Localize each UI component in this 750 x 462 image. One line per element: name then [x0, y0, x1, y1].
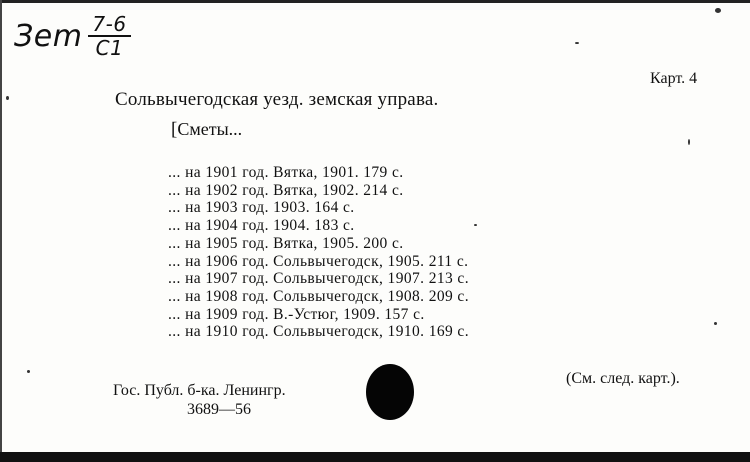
scan-speck: [575, 42, 579, 44]
list-item: ... на 1909 год. В.-Устюг, 1909. 157 с.: [168, 305, 425, 323]
entry-list: [168, 164, 469, 341]
shelf-mark-prefix: Зem: [14, 18, 83, 54]
card-top-edge: [0, 0, 750, 3]
subheading-bracket: [: [171, 119, 178, 140]
library-stamp: [113, 381, 286, 419]
card-left-edge: [0, 0, 2, 452]
shelf-mark-numerator: 7-6: [88, 14, 130, 37]
card-subheading: [171, 119, 242, 141]
scan-speck: [715, 8, 721, 13]
list-item: ... на 1904 год. 1904. 183 с.: [168, 217, 355, 235]
scan-speck: [474, 224, 477, 226]
list-item: ... на 1907 год. Сольвычегодск, 1907. 213 с.: [168, 270, 469, 288]
see-next-card-note: (См. след. карт.).: [566, 370, 680, 387]
card-number: Карт. 4: [650, 70, 698, 87]
scan-speck: [27, 370, 30, 373]
scan-speck: [714, 322, 717, 325]
shelf-mark-fraction: [88, 14, 130, 58]
list-item: ... на 1905 год. Вятка, 1905. 200 с.: [168, 234, 404, 252]
list-item: ... на 1901 год. Вятка, 1901. 179 с.: [168, 164, 404, 181]
punch-hole: [366, 364, 414, 420]
scan-speck: [6, 96, 9, 100]
shelf-mark: [14, 14, 131, 58]
card-heading: Сольвычегодская уезд. земская управа.: [115, 89, 439, 110]
scan-speck: [688, 139, 690, 145]
card-bottom-edge: [0, 452, 750, 462]
library-name: Гос. Публ. б-ка. Ленингр.: [113, 382, 286, 399]
list-item: ... на 1906 год. Сольвычегодск, 1905. 211 с.: [168, 252, 469, 270]
subheading-text: Сметы...: [177, 119, 243, 139]
list-item: ... на 1902 год. Вятка, 1902. 214 с.: [168, 181, 404, 199]
list-item: ... на 1908 год. Сольвычегодск, 1908. 209 с.: [168, 287, 469, 305]
shelf-mark-denominator: C1: [95, 36, 124, 60]
list-item: ... на 1910 год. Сольвычегодск, 1910. 169 с.: [168, 323, 469, 341]
list-item: ... на 1903 год. 1903. 164 с.: [168, 199, 355, 217]
library-code: 3689—56: [187, 401, 251, 418]
